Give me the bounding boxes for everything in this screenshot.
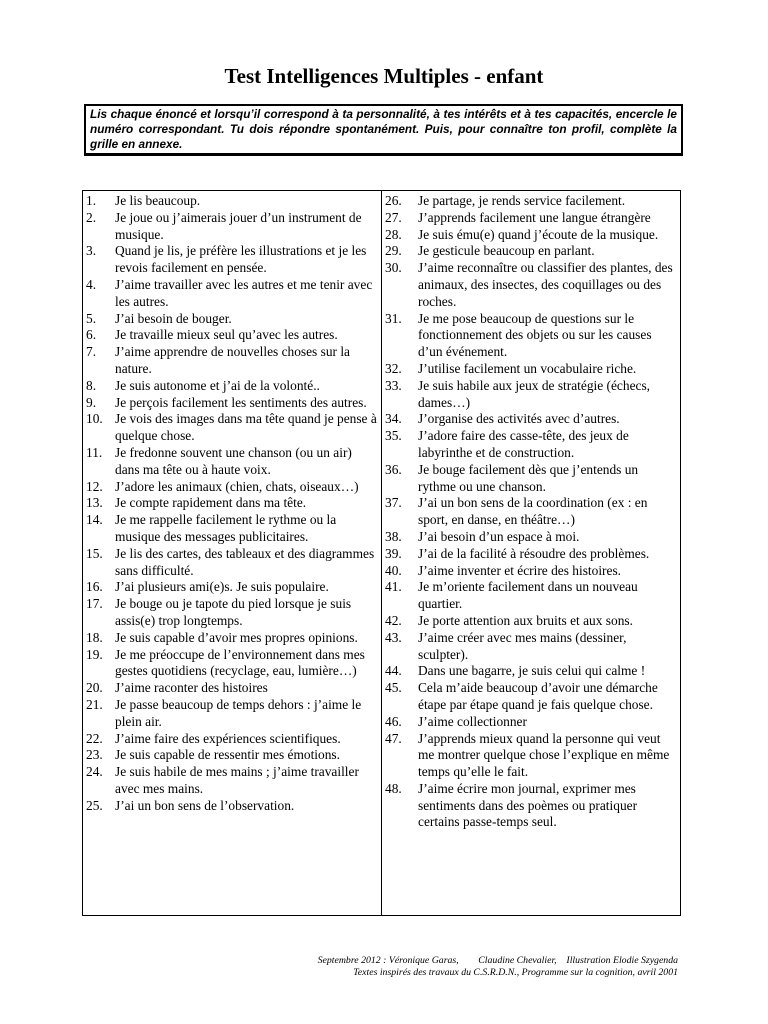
statement-number[interactable]: 41.	[385, 579, 402, 595]
statement-text: J’aime collectionner	[418, 713, 527, 729]
statement-text: Je lis des cartes, des tableaux et des diagrammes sans difficulté.	[115, 545, 375, 578]
statement-number[interactable]: 19.	[86, 646, 103, 662]
statement-number[interactable]: 15.	[86, 545, 103, 561]
statement-text: Je joue ou j’aimerais jouer d’un instrument de musique.	[115, 209, 362, 242]
statement-number[interactable]: 14.	[86, 512, 103, 528]
statement-text: Je travaille mieux seul qu’avec les autres.	[115, 327, 338, 343]
statement-text: J’ai plusieurs ami(e)s. Je suis populaire.	[115, 579, 329, 595]
statement-number[interactable]: 32.	[385, 360, 402, 376]
statement-number[interactable]: 4.	[86, 276, 97, 292]
statement-item	[86, 731, 378, 748]
statement-number[interactable]: 47.	[385, 730, 402, 746]
statements-left-column	[86, 193, 378, 814]
statement-item	[86, 747, 378, 764]
statement-number[interactable]: 16.	[86, 579, 103, 595]
statement-item	[86, 680, 378, 697]
statement-number[interactable]: 25.	[86, 797, 103, 813]
statement-item	[385, 361, 677, 378]
statement-item	[385, 193, 677, 210]
statement-number[interactable]: 22.	[86, 730, 103, 746]
statement-text: J’aime apprendre de nouvelles choses sur la nature.	[115, 344, 350, 376]
statement-item	[385, 714, 677, 731]
statement-number[interactable]: 18.	[86, 629, 103, 645]
statement-item	[86, 495, 378, 512]
statement-item	[385, 411, 677, 428]
statement-item	[86, 546, 378, 580]
statement-text: Je me rappelle facilement le rythme ou la musique des messages publicitaires.	[115, 512, 337, 544]
statement-number[interactable]: 42.	[385, 612, 402, 628]
statement-text: Je suis habile aux jeux de stratégie (échecs, dames…)	[418, 377, 651, 410]
statement-text: Je compte rapidement dans ma tête.	[115, 495, 307, 511]
statement-number[interactable]: 2.	[86, 209, 97, 225]
statement-item	[385, 579, 677, 613]
statement-text: Je suis habile de mes mains ; j’aime travailler avec mes mains.	[115, 764, 359, 796]
statement-number[interactable]: 24.	[86, 764, 103, 780]
statement-number[interactable]: 45.	[385, 680, 402, 696]
statement-item	[385, 462, 677, 496]
statement-number[interactable]: 17.	[86, 596, 103, 612]
statement-text: Je me pose beaucoup de questions sur le fonctionnement des objets ou sur les causes d’un événement.	[418, 310, 652, 360]
statement-item	[385, 495, 677, 529]
statement-text: J’ai besoin de bouger.	[115, 310, 232, 326]
statement-item	[385, 663, 677, 680]
statement-number[interactable]: 26.	[385, 193, 402, 208]
statement-text: J’adore les animaux (chien, chats, oiseaux…)	[115, 478, 359, 494]
statement-number[interactable]: 5.	[86, 310, 97, 326]
statement-number[interactable]: 11.	[86, 444, 103, 460]
statement-item	[86, 764, 378, 798]
statement-text: J’ai un bon sens de l’observation.	[115, 797, 295, 813]
statement-item	[86, 630, 378, 647]
document-title: Test Intelligences Multiples - enfant	[224, 64, 544, 88]
statement-number[interactable]: 37.	[385, 495, 402, 511]
statements-right-column	[385, 193, 677, 831]
statement-item	[385, 680, 677, 714]
statement-text: Je passe beaucoup de temps dehors : j’aime le plein air.	[115, 696, 362, 729]
statement-item	[86, 479, 378, 496]
statement-item	[385, 546, 677, 563]
statement-item	[86, 277, 378, 311]
statement-text: Dans une bagarre, je suis celui qui calme !	[418, 663, 646, 679]
statement-item	[385, 243, 677, 260]
statement-number[interactable]: 36.	[385, 461, 402, 477]
statement-item	[385, 781, 677, 831]
statement-text: J’aime inventer et écrire des histoires.	[418, 562, 622, 578]
statement-number[interactable]: 12.	[86, 478, 103, 494]
statement-text: J’utilise facilement un vocabulaire riche.	[418, 360, 637, 376]
statement-item	[385, 563, 677, 580]
statement-number[interactable]: 23.	[86, 747, 103, 763]
statement-number[interactable]: 3.	[86, 243, 97, 259]
statement-number[interactable]: 46.	[385, 713, 402, 729]
statement-item	[86, 579, 378, 596]
statement-item	[86, 512, 378, 546]
footer-credits	[318, 955, 678, 978]
statement-number[interactable]: 1.	[86, 193, 97, 208]
statement-text: Je bouge facilement dès que j’entends un rythme ou une chanson.	[418, 461, 639, 494]
statement-text: J’aime raconter des histoires	[115, 680, 268, 696]
statement-number[interactable]: 30.	[385, 260, 402, 276]
statement-item	[86, 445, 378, 479]
statement-number[interactable]: 35.	[385, 428, 402, 444]
statement-text: J’ai besoin d’un espace à moi.	[418, 528, 580, 544]
statement-item	[385, 210, 677, 227]
statement-item	[86, 798, 378, 815]
statement-text: J’aime créer avec mes mains (dessiner, sculpter).	[418, 629, 627, 662]
statement-item	[86, 210, 378, 244]
statement-text: Je suis autonome et j’ai de la volonté..	[115, 377, 320, 393]
statement-number[interactable]: 34.	[385, 411, 402, 427]
statement-item	[385, 260, 677, 310]
statement-item	[385, 378, 677, 412]
statement-text: Je partage, je rends service facilement.	[418, 193, 626, 208]
statement-number[interactable]: 9.	[86, 394, 97, 410]
statement-item	[385, 731, 677, 781]
statement-number[interactable]: 10.	[86, 411, 103, 427]
statement-item	[385, 529, 677, 546]
statement-text: J’aime reconnaître ou classifier des plantes, des animaux, des insectes, des coquillages ou des roches.	[418, 260, 673, 309]
statement-number[interactable]: 7.	[86, 344, 97, 360]
statement-item	[385, 311, 677, 361]
statement-number[interactable]: 13.	[86, 495, 103, 511]
statement-item	[86, 647, 378, 681]
statement-item	[86, 327, 378, 344]
statement-text: Je perçois facilement les sentiments des autres.	[115, 394, 367, 410]
statement-text: J’aime travailler avec les autres et me tenir avec les autres.	[115, 276, 373, 309]
footer-line-2: Textes inspirés des travaux du C.S.R.D.N., Programme sur la cognition, avril 2001	[353, 966, 678, 978]
statement-item	[86, 344, 378, 378]
statement-item	[86, 193, 378, 210]
statement-number[interactable]: 27.	[385, 209, 402, 225]
statement-text: Je suis capable de ressentir mes émotions.	[115, 747, 340, 763]
statement-number[interactable]: 29.	[385, 243, 402, 259]
instructions-box: Lis chaque énoncé et lorsqu’il correspond à ta personnalité, à tes intérêts et à tes capacités, encercle le numéro correspondant. Tu dois répondre spontanément. Puis, pour connaître ton profil, complète la grille en annexe.	[84, 104, 683, 156]
statement-number[interactable]: 33.	[385, 377, 402, 393]
statement-item	[385, 227, 677, 244]
column-divider	[381, 190, 382, 916]
statement-number[interactable]: 28.	[385, 226, 402, 242]
statement-number[interactable]: 38.	[385, 528, 402, 544]
statement-number[interactable]: 8.	[86, 377, 97, 393]
statement-text: Je vois des images dans ma tête quand je pense à quelque chose.	[115, 411, 377, 444]
statement-number[interactable]: 6.	[86, 327, 97, 343]
statement-item	[86, 311, 378, 328]
statement-number[interactable]: 40.	[385, 562, 402, 578]
statement-number[interactable]: 44.	[385, 663, 402, 679]
statement-text: J’aime écrire mon journal, exprimer mes sentiments dans des poèmes ou pratiquer certains passe-temps seul.	[418, 780, 638, 830]
statement-text: J’apprends facilement une langue étrangère	[418, 209, 651, 225]
statement-text: Cela m’aide beaucoup d’avoir une démarche étape par étape quand je fais quelque chose.	[418, 680, 658, 712]
statement-item	[86, 395, 378, 412]
statement-text: J’apprends mieux quand la personne qui veut me montrer quelque chose l’explique en même temps qu’elle le fait.	[418, 730, 670, 780]
statement-text: Je bouge ou je tapote du pied lorsque je suis assis(e) trop longtemps.	[115, 596, 352, 628]
statement-item	[86, 378, 378, 395]
statement-text: Je suis capable d’avoir mes propres opinions.	[115, 629, 358, 645]
statement-text: J’aime faire des expériences scientifiques.	[115, 730, 341, 746]
statement-text: Je suis ému(e) quand j’écoute de la musique.	[418, 226, 659, 242]
statement-number[interactable]: 20.	[86, 680, 103, 696]
statement-item	[86, 697, 378, 731]
statement-number[interactable]: 48.	[385, 780, 402, 796]
statement-text: J’ai de la facilité à résoudre des problèmes.	[418, 545, 650, 561]
statement-number[interactable]: 31.	[385, 310, 402, 326]
statement-number[interactable]: 39.	[385, 545, 402, 561]
statement-item	[385, 630, 677, 664]
statement-number[interactable]: 21.	[86, 696, 103, 712]
statement-text: Je porte attention aux bruits et aux sons.	[418, 612, 633, 628]
statement-text: Je lis beaucoup.	[115, 193, 201, 208]
statement-text: J’ai un bon sens de la coordination (ex : en sport, en danse, en théâtre…)	[418, 495, 648, 528]
statement-text: Je fredonne souvent une chanson (ou un air) dans ma tête ou à haute voix.	[115, 444, 352, 477]
statement-text: J’organise des activités avec d’autres.	[418, 411, 620, 427]
statement-number[interactable]: 43.	[385, 629, 402, 645]
statement-item	[385, 428, 677, 462]
statement-item	[86, 411, 378, 445]
statement-text: Quand je lis, je préfère les illustrations et je les revois facilement en pensée.	[115, 243, 367, 276]
statement-text: Je gesticule beaucoup en parlant.	[418, 243, 595, 259]
footer-line-1: Septembre 2012 : Véronique Garas, Claudine Chevalier, Illustration Elodie Szygenda	[317, 955, 678, 966]
statement-text: Je m’oriente facilement dans un nouveau quartier.	[418, 579, 638, 612]
statement-text: J’adore faire des casse-tête, des jeux de labyrinthe et de construction.	[418, 428, 629, 460]
statement-item	[385, 613, 677, 630]
statement-item	[86, 596, 378, 630]
statement-text: Je me préoccupe de l’environnement dans mes gestes quotidiens (recyclage, eau, lumière…)	[115, 646, 365, 679]
statement-item	[86, 243, 378, 277]
